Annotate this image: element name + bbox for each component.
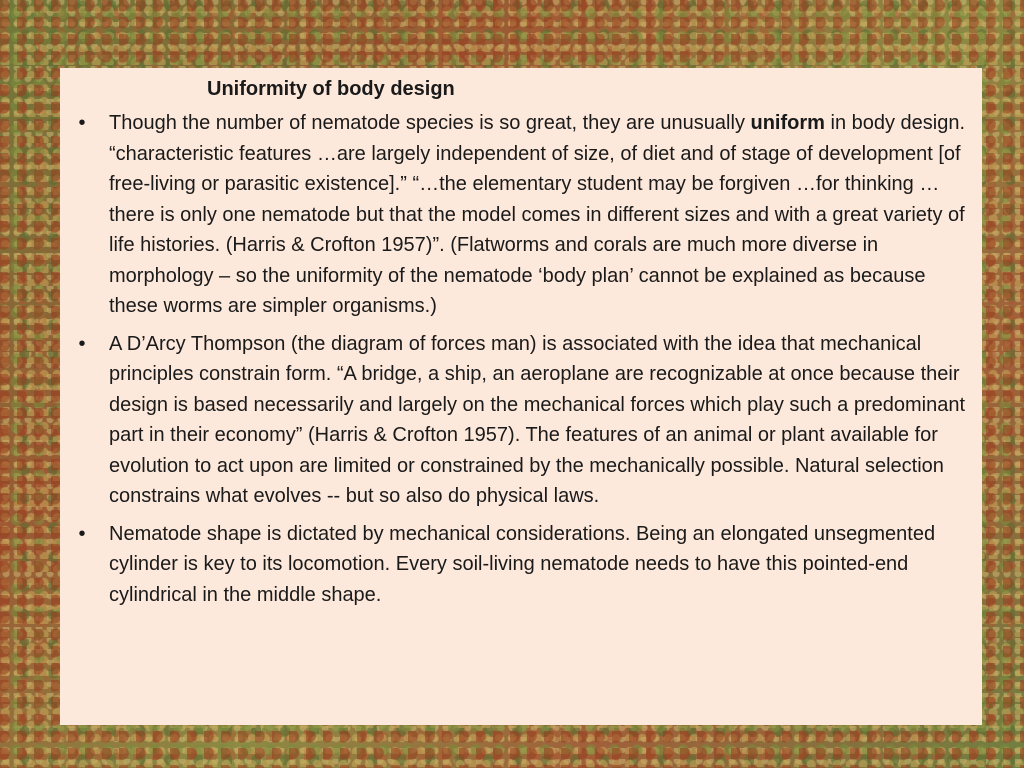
bullet-text-part: Though the number of nematode species is so great, they are unusually — [109, 112, 751, 134]
bullet-marker: • — [78, 522, 86, 545]
bullet-marker: • — [78, 112, 86, 134]
bullet-text: A D’Arcy Thompson (the diagram of forces man) is associated with the idea that mechanical principles constrain form. “A bridge, a ship, an aeroplane are recognizable at once because their design is based necessarily and largely on the mechanical forces which play such a predominant part in their economy” (Harris & Crofton 1957). The features of an animal or plant available for evolution to act upon are limited or constrained by the mechanically possible. Natural selection constrains what evolves -- but so also do physical laws. — [109, 332, 966, 507]
bullet-item-uniformity — [74, 108, 968, 322]
bullet-text-part: in body design. “characteristic features …are largely independent of size, of diet and of stage of development [of free-living or parasitic existence].” “…the elementary student may be forgiven …for thinking …there is only one nematode but that the model comes in different sizes and with a great variety of life histories. (Harris & Crofton 1957)”. (Flatworms and corals are much more diverse in morphology – so the uniformity of the nematode ‘body plan’ cannot be explained as because these worms are simpler organisms.) — [109, 112, 966, 317]
bullet-emphasis: uniform — [750, 112, 825, 134]
bullet-text: Nematode shape is dictated by mechanical considerations. Being an elongated unsegmented cylinder is key to its locomotion. Every soil-living nematode needs to have this pointed-end cylindrical in the middle shape. — [109, 522, 936, 606]
slide-title: Uniformity of body design — [207, 78, 455, 100]
bullet-marker: • — [78, 332, 86, 355]
bullet-list — [74, 108, 968, 610]
slide-content-panel — [60, 68, 982, 725]
bullet-item-nematode-shape — [74, 519, 968, 611]
bullet-item-darcy-thompson — [74, 329, 968, 512]
